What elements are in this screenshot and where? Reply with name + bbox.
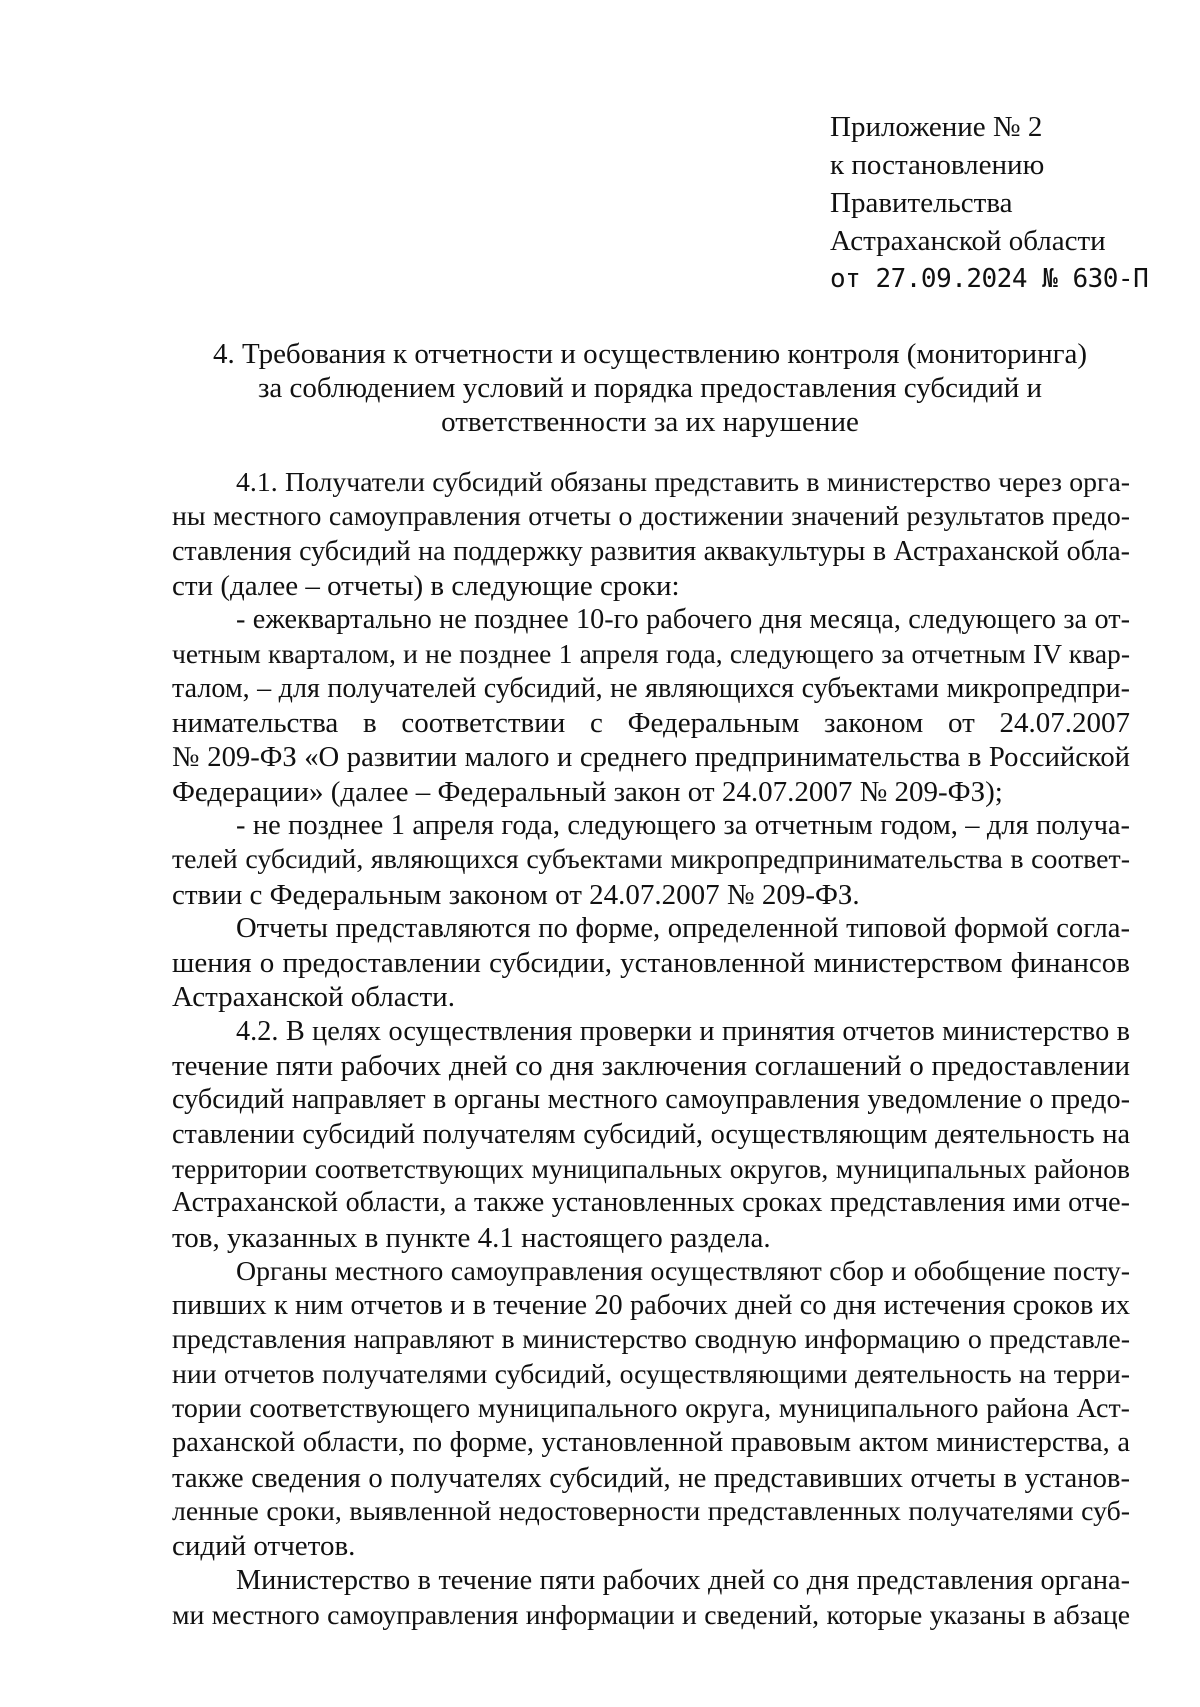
paragraph [172,1564,1130,1633]
paragraph-line: талом, – для получателей субсидий, не являющихся субъектами микропредпри- [172,672,1130,704]
paragraph-line: нимательства в соответствии с Федеральным законом от 24.07.2007 [172,707,1130,740]
paragraph [172,466,1130,603]
paragraph-line: ны местного самоуправления отчеты о достижении значений результатов предо- [172,501,1130,533]
paragraph-line: 4.1. Получатели субсидий обязаны представить в министерство через орга- [236,467,1130,498]
paragraph-line: Федерации» (далее – Федеральный закон от 24.07.2007 № 209-ФЗ); [172,775,1003,808]
appendix-line: Астраханской области [830,225,1106,257]
section-heading [170,337,1130,439]
paragraph-line: тории соответствующего муниципального округа, муниципального района Аст- [172,1393,1130,1425]
paragraph-line: Министерство в течение пяти рабочих дней со дня представления органа- [236,1564,1130,1596]
paragraph-line: нии отчетов получателями субсидий, осуществляющими деятельность на терри- [172,1358,1130,1390]
paragraph-line: Астраханской области. [172,981,455,1014]
appendix-block [830,108,1170,298]
paragraph-line: также сведения о получателях субсидий, не представивших отчеты в установ- [172,1461,1130,1494]
paragraph-line: 4.2. В целях осуществления проверки и принятия отчетов министерство в [236,1015,1130,1047]
paragraph-line: № 209-ФЗ «О развитии малого и среднего предпринимательства в Российской [172,741,1130,774]
paragraph-line: ленные сроки, выявленной недостоверности представленных получателями суб- [172,1495,1130,1527]
paragraph-line: Органы местного самоуправления осуществляют сбор и обобщение посту- [236,1255,1130,1287]
paragraph-line: Отчеты представляются по форме, определенной типовой формой согла- [236,912,1130,944]
paragraph-line: ми местного самоуправления информации и сведений, которые указаны в абзаце [172,1598,1130,1630]
paragraph-line: ствии с Федеральным законом от 24.07.2007 № 209-ФЗ. [172,878,860,911]
paragraph-line: течение пяти рабочих дней со дня заключения соглашений о предоставлении [172,1050,1130,1083]
appendix-line: к постановлению [830,149,1045,181]
heading-line: ответственности за их нарушение [441,406,859,438]
paragraph-line: представления направляют в министерство сводную информацию о представле- [172,1324,1130,1356]
paragraph [172,1255,1130,1564]
paragraph-line: - не позднее 1 апреля года, следующего за отчетным годом, – для получа- [236,809,1130,841]
appendix-date-number: от 27.09.2024 № 630-П [830,264,1149,294]
appendix-line: Приложение № 2 [830,111,1043,143]
paragraph-line: пивших к ним отчетов и в течение 20 рабочих дней со дня истечения сроков их [172,1290,1130,1322]
paragraph-line: телей субсидий, являющихся субъектами микропредпринимательства в соответ- [172,844,1130,876]
paragraph-line: четным кварталом, и не позднее 1 апреля года, следующего за отчетным IV квар- [172,638,1130,670]
paragraph-line: тов, указанных в пункте 4.1 настоящего раздела. [172,1221,771,1254]
document-body [172,466,1130,1632]
heading-line: 4. Требования к отчетности и осуществлению контроля (мониторинга) [212,338,1088,370]
paragraph [172,912,1130,1015]
paragraph-line: сти (далее – отчеты) в следующие сроки: [172,569,680,602]
paragraph-line: шения о предоставлении субсидии, установленной министерством финансов [172,947,1130,980]
paragraph [172,809,1130,912]
paragraph-line: ставлении субсидий получателям субсидий, осуществляющим деятельность на [172,1118,1130,1150]
paragraph [172,603,1130,809]
heading-line: за соблюдением условий и порядка предоставления субсидий и [257,372,1043,404]
paragraph-line: - ежеквартально не позднее 10-го рабочего дня месяца, следующего за от- [236,604,1130,636]
paragraph-line: ставления субсидий на поддержку развития аквакультуры в Астраханской обла- [172,535,1130,567]
paragraph [172,1015,1130,1255]
appendix-line: Правительства [830,187,1013,219]
paragraph-line: территории соответствующих муниципальных округов, муниципальных районов [172,1152,1130,1184]
paragraph-line: Астраханской области, а также установленных сроках представления ими отче- [172,1187,1130,1219]
paragraph-line: сидий отчетов. [172,1530,356,1563]
paragraph-line: раханской области, по форме, установленной правовым актом министерства, а [172,1427,1130,1459]
paragraph-line: субсидий направляет в органы местного самоуправления уведомление о предо- [172,1084,1130,1116]
